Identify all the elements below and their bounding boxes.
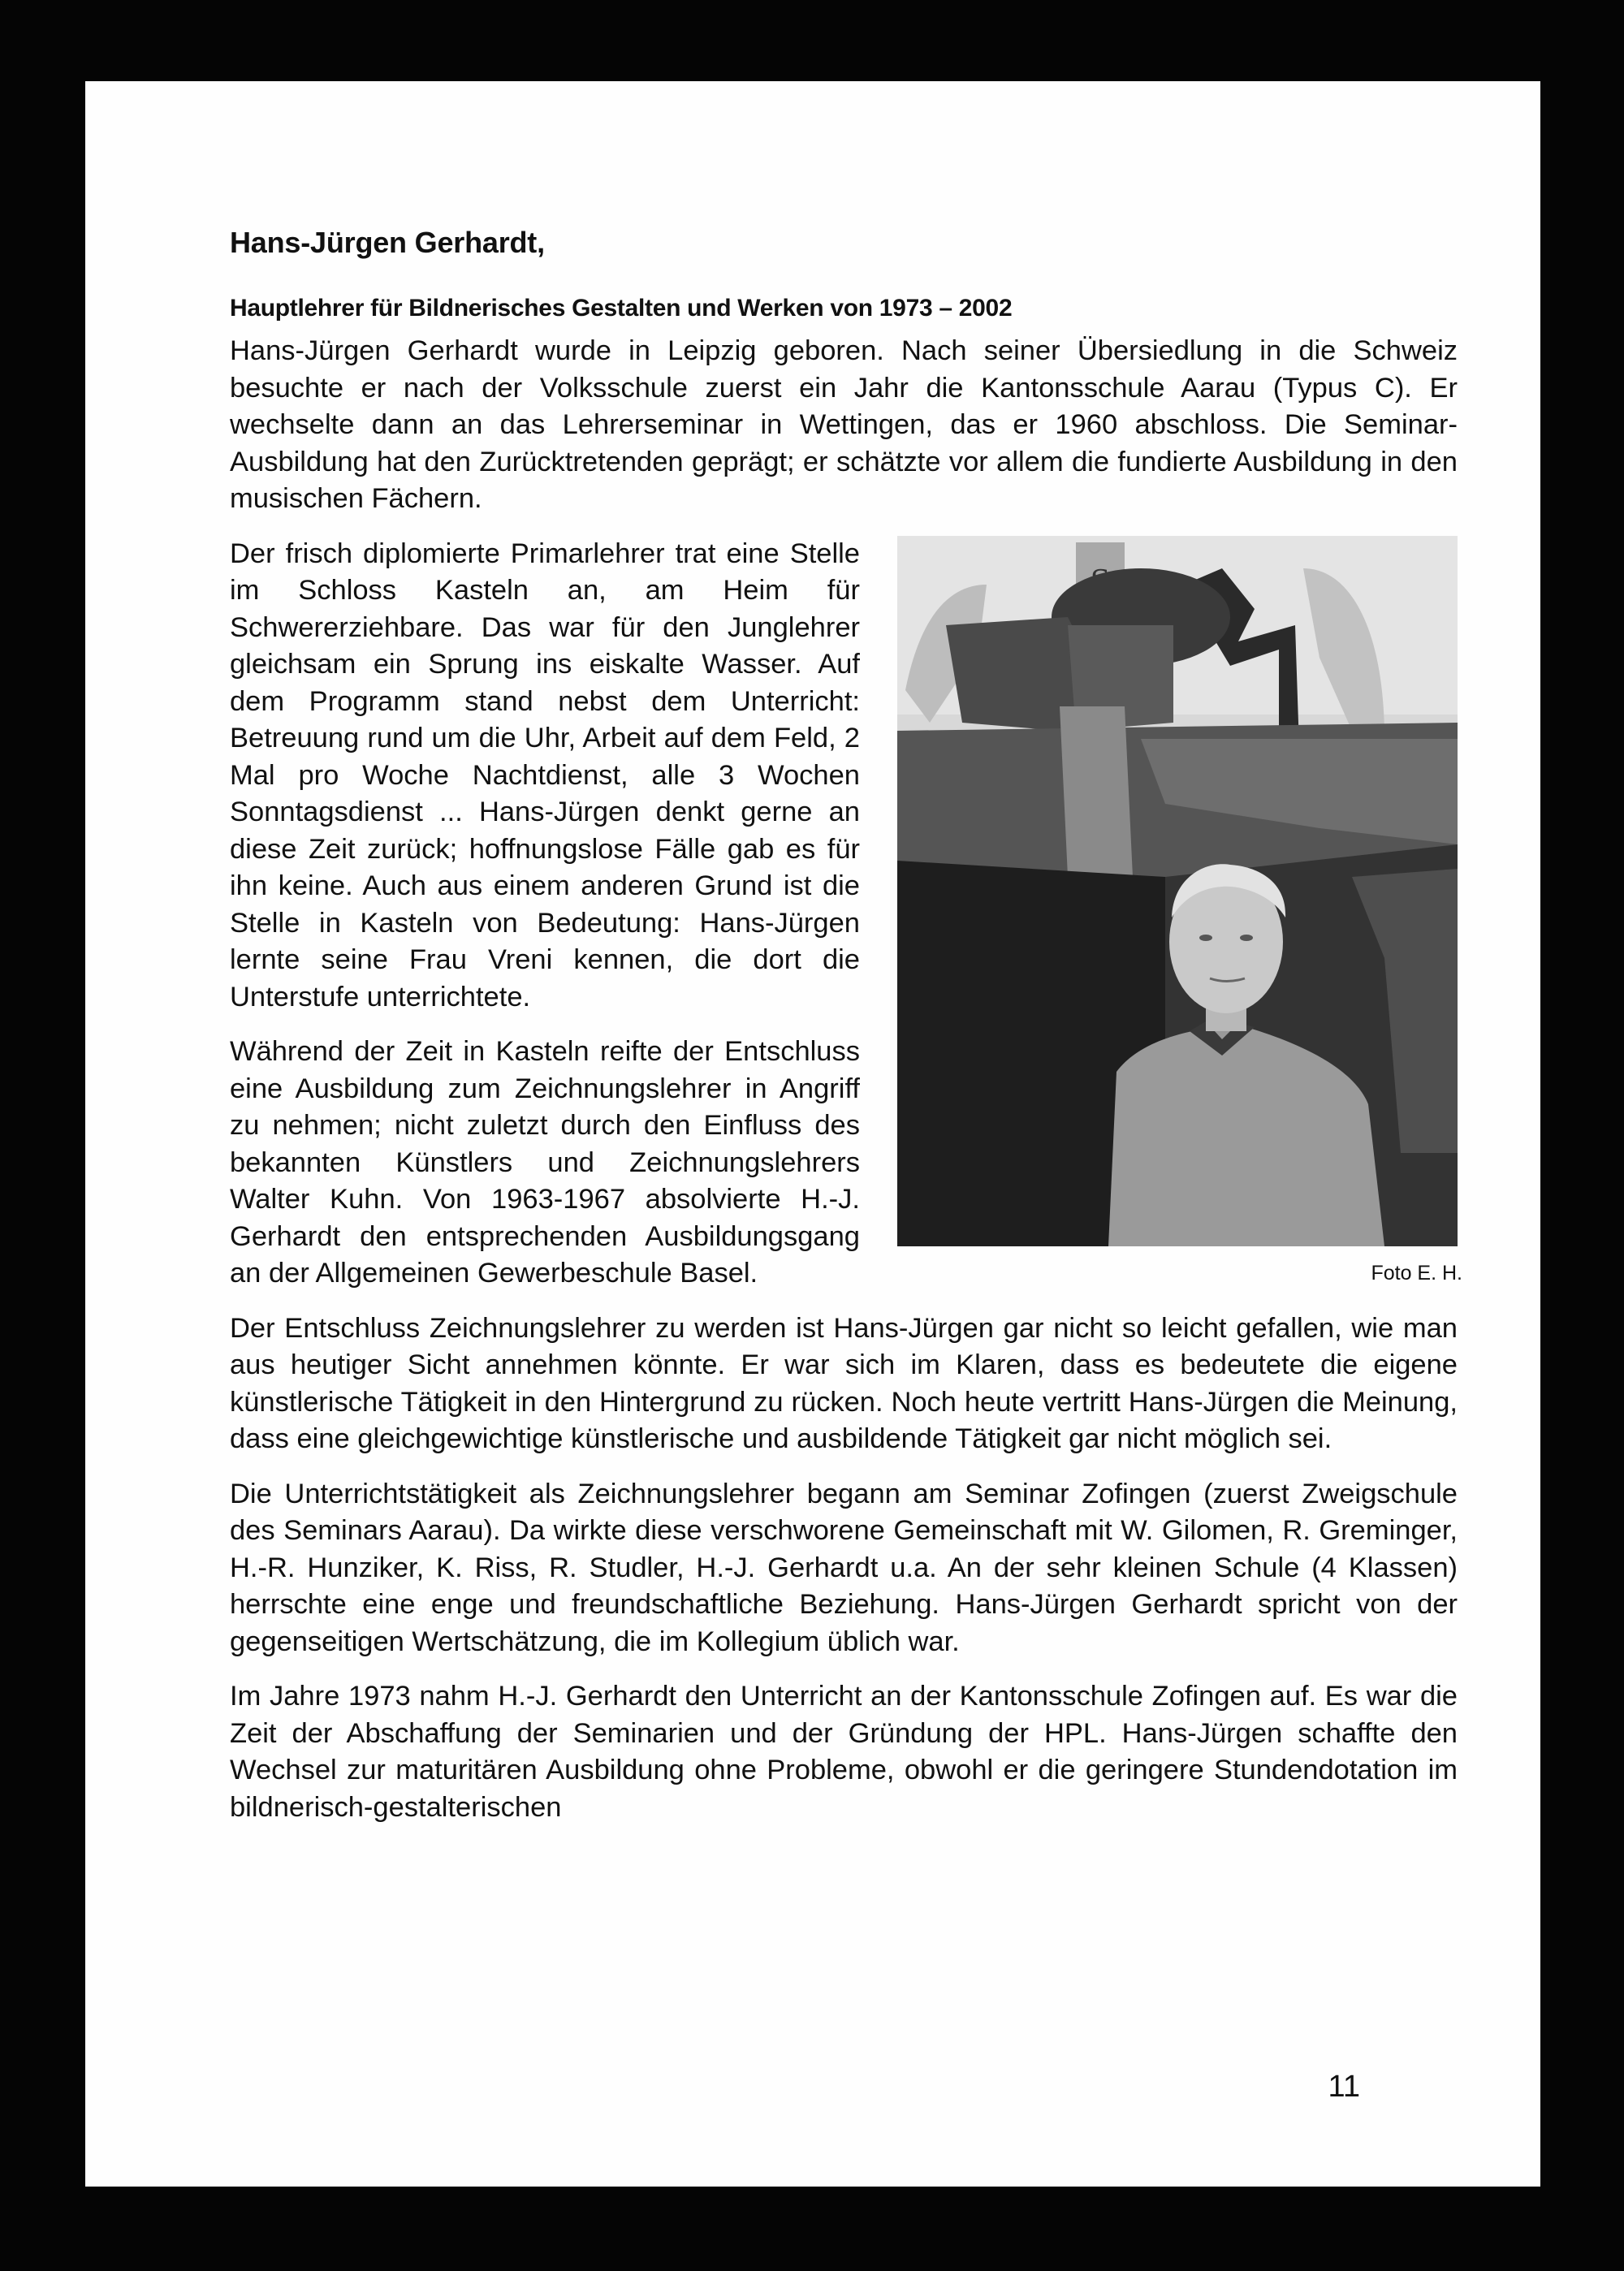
article-subtitle: Hauptlehrer für Bildnerisches Gestalten und Werken von 1973 – 2002 xyxy=(230,295,1013,322)
photo-figure xyxy=(888,536,1464,1285)
article-body xyxy=(230,224,1462,1844)
document-page xyxy=(85,81,1540,2187)
paragraph-1: Hans-Jürgen Gerhardt wurde in Leipzig geboren. Nach seiner Übersiedlung in die Schweiz besuchte er nach der Volksschule zuerst ein Jahr die Kantonsschule Aarau (Typus C). Er wechselte dann an das Lehrerseminar in Wettingen, das er 1960 abschloss. Die Seminar-Ausbildung hat den Zurücktretenden geprägt; er schätzte vor allem die fundierte Ausbildung in den musischen Fächern. xyxy=(230,335,1458,514)
paragraph-4: Der Entschluss Zeichnungslehrer zu werden ist Hans-Jürgen gar nicht so leicht gefallen, wie man aus heutiger Sicht annehmen könnte. Er war sich im Klaren, dass es bedeutete die eigene künstlerische Tätigkeit in den Hintergrund zu rücken. Noch heute vertritt Hans-Jürgen die Meinung, dass eine gleichgewichtige künstlerische und ausbildende Tätigkeit gar nicht möglich sei. xyxy=(230,1312,1458,1454)
paragraph-2: Der frisch diplomierte Primarlehrer trat eine Stelle im Schloss Kasteln an, am Heim für Schwererziehbare. Das war für den Junglehrer gleichsam ein Sprung ins eiskalte Wasser. Auf dem Programm stand nebst dem Unterricht: Betreuung rund um die Uhr, Arbeit auf dem Feld, 2 Mal pro Woche Nachtdienst, alle 3 Wochen Sonntagsdienst ... Hans-Jürgen denkt gerne an diese Zeit zurück; hoffnungslose Fälle gab es für ihn keine. Auch aus einem anderen Grund ist die Stelle in Kasteln von Bedeutung: Hans-Jürgen lernte seine Frau Vreni kennen, die dort die Unterstufe unterrichtete. xyxy=(230,538,860,1012)
paragraph-5: Die Unterrichtstätigkeit als Zeichnungslehrer begann am Seminar Zofingen (zuerst Zweigschule des Seminars Aarau). Da wirkte diese verschworene Gemeinschaft mit W. Gilomen, R. Greminger, H.-R. Hunziker, K. Riss, R. Studler, H.-J. Gerhardt u.a. An der sehr kleinen Schule (4 Klassen) herrschte eine enge und freundschaftliche Beziehung. Hans-Jürgen Gerhardt spricht von der gegenseitigen Wertschätzung, die im Kollegium üblich war. xyxy=(230,1478,1458,1657)
photo-caption: Foto E. H. xyxy=(1371,1261,1462,1284)
page-number: 11 xyxy=(1328,2070,1360,2104)
article-title: Hans-Jürgen Gerhardt, xyxy=(230,226,545,259)
paragraph-6: Im Jahre 1973 nahm H.-J. Gerhardt den Unterricht an der Kantonsschule Zofingen auf. Es war die Zeit der Abschaffung der Seminarien und der Gründung der HPL. Hans-Jürgen schaffte den Wechsel zur maturitären Ausbildung ohne Probleme, obwohl er die geringere Stundendotation im bildnerisch-gestalterischen xyxy=(230,1681,1458,1823)
sculpture-photo-illustration xyxy=(897,536,1458,1246)
portrait-photo xyxy=(897,536,1458,1246)
paragraph-3: Während der Zeit in Kasteln reifte der Entschluss eine Ausbildung zum Zeichnungslehrer in Angriff zu nehmen; nicht zuletzt durch den Einfluss des bekannten Künstlers und Zeichnungslehrers Walter Kuhn. Von 1963-1967 absolvierte H.-J. Gerhardt den entsprechenden Ausbildungsgang an der Allgemeinen Gewerbeschule Basel. xyxy=(230,1036,860,1289)
